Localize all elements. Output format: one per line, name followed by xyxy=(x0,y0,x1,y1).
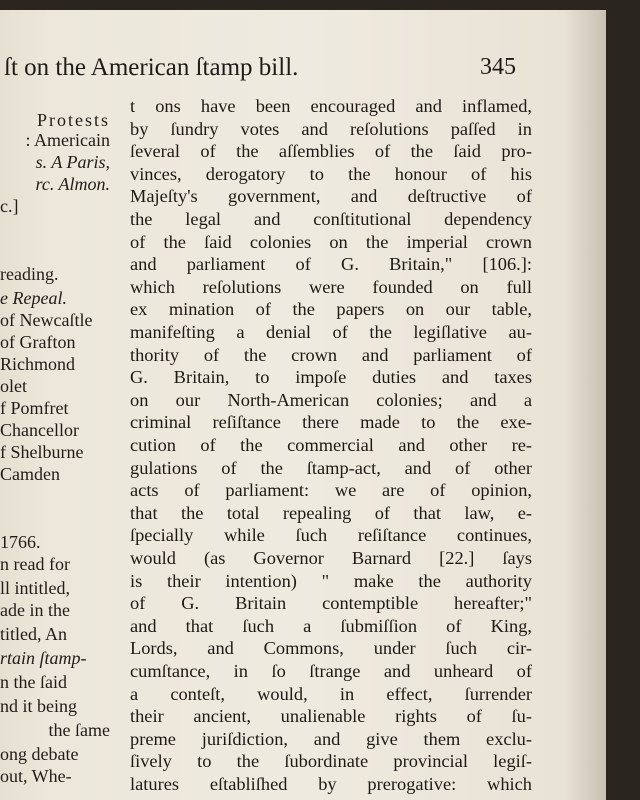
body-text-line: manifeſting a denial of the legiſlative au- xyxy=(130,322,532,342)
body-text-line: Majeſty's government, and deſtructive of xyxy=(130,186,532,207)
page-header xyxy=(0,54,560,88)
body-text-line: on our North-American colonies; and a xyxy=(130,389,532,410)
document-page xyxy=(0,10,606,800)
left-column-line: Chancellor xyxy=(0,420,79,440)
body-text-line: is their intention) " make the authority xyxy=(130,570,532,591)
body-text-line: cumſtance, in ſo ſtrange and unheard of xyxy=(130,661,532,681)
left-column-line: n read for xyxy=(0,554,70,574)
page-edge-shadow xyxy=(566,10,606,800)
body-text-line: the legal and conſtitutional dependency xyxy=(130,209,532,229)
body-text-line: and that ſuch a ſubmiſſion of King, xyxy=(130,615,532,636)
left-column-line: rtain ſtamp- xyxy=(0,648,87,668)
body-text-line: ſively to the ſubordinate provincial legiſ- xyxy=(130,751,532,772)
body-text-line: would (as Governor Barnard [22.] ſays xyxy=(130,548,532,568)
body-text-line: gulations of the ſtamp-act, and of other xyxy=(130,457,532,478)
left-column-line: : Americain xyxy=(25,130,110,150)
left-column-line: ong debate xyxy=(0,744,79,764)
left-column-line: Camden xyxy=(0,464,60,484)
body-text-line: acts of parliament: we are of opinion, xyxy=(130,480,532,501)
left-column-line: f Shelburne xyxy=(0,442,84,462)
left-column-fragment xyxy=(0,104,110,800)
body-text-line: ex mination of the papers on our table, xyxy=(130,299,532,320)
page-number: 345 xyxy=(480,54,516,80)
body-text-line: ſpecially while ſuch reſiſtance continues, xyxy=(130,525,532,546)
body-text-line: G. Britain, to impoſe duties and taxes xyxy=(130,367,532,388)
left-column-line: ade in the xyxy=(0,600,70,620)
left-column-line: n the ſaid xyxy=(0,672,67,692)
left-column-line: of Grafton xyxy=(0,332,76,352)
body-text-line: preme juriſdiction, and give them exclu- xyxy=(130,728,532,749)
body-text-line: and parliament of G. Britain," [106.]: xyxy=(130,254,532,275)
body-text-line: by ſundry votes and reſolutions paſſed in xyxy=(130,118,532,139)
left-column-line: Richmond xyxy=(0,354,75,374)
body-text-line: of the ſaid colonies on the imperial crown xyxy=(130,231,532,252)
left-column-line: reading. xyxy=(0,264,59,284)
left-column-line: ll intitled, xyxy=(0,578,70,598)
left-column-line: out, Whe- xyxy=(0,766,72,786)
body-text-line: criminal reſiſtance there made to the exe- xyxy=(130,412,532,433)
left-column-line: 1766. xyxy=(0,532,41,552)
left-column-line: f Pomfret xyxy=(0,398,69,418)
left-column-line: s. A Paris, xyxy=(35,152,110,172)
main-text-column xyxy=(130,96,532,800)
left-column-line: of Newcaſtle xyxy=(0,310,93,330)
body-text-line: vinces, derogatory to the honour of his xyxy=(130,163,532,184)
left-column-line: e Repeal. xyxy=(0,288,67,308)
left-column-line: the ſame xyxy=(48,720,110,740)
body-text-line: Lords, and Commons, under ſuch cir- xyxy=(130,638,532,659)
left-column-line: rc. Almon. xyxy=(35,174,110,194)
left-column-line: titled, An xyxy=(0,624,67,644)
body-text-line: ſeveral of the aſſemblies of the ſaid pro- xyxy=(130,141,532,162)
running-title: ſt on the American ſtamp bill. xyxy=(4,54,299,81)
body-text-line: cution of the commercial and other re- xyxy=(130,435,532,455)
body-text-line: t ons have been encouraged and inflamed, xyxy=(130,96,532,116)
body-text-line: thority of the crown and parliament of xyxy=(130,344,532,365)
body-text-line: that the total repealing of that law, e- xyxy=(130,502,532,523)
left-column-line: nd it being xyxy=(0,696,77,716)
left-column-line: olet xyxy=(0,376,27,396)
left-column-line: c.] xyxy=(0,196,19,216)
body-text-line: which reſolutions were founded on full xyxy=(130,276,532,297)
left-column-line: Protests xyxy=(36,110,110,130)
body-text-line: latures eſtabliſhed by prerogative: which xyxy=(130,774,532,794)
body-text-line: a conteſt, would, in effect, ſurrender xyxy=(130,683,532,704)
body-text-line: of G. Britain contemptible hereafter;" xyxy=(130,593,532,614)
body-text-line: their ancient, unalienable rights of ſu- xyxy=(130,706,532,727)
